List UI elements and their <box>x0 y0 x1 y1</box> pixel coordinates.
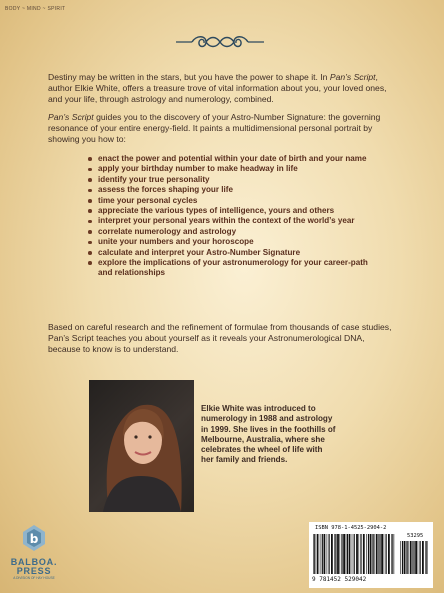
bullet-icon <box>88 230 92 234</box>
flourish-ornament-icon <box>172 32 268 52</box>
list-item: assess the forces shaping your life <box>88 185 378 195</box>
bullet-icon <box>88 178 92 182</box>
list-item: correlate numerology and astrology <box>88 227 378 237</box>
barcode-addon <box>400 541 428 574</box>
list-item: time your personal cycles <box>88 196 378 206</box>
publisher-logo <box>9 523 59 589</box>
barcode-digits: 9 781452 529042 <box>312 576 367 583</box>
category-header: BODY ~ MIND ~ SPIRIT <box>5 6 66 12</box>
price-code: 53295 <box>407 533 424 539</box>
list-item: identify your true personality <box>88 175 378 185</box>
list-item: appreciate the various types of intelligence, yours and others <box>88 206 378 216</box>
bullet-icon <box>88 168 92 172</box>
publisher-name-line2: PRESS <box>16 566 52 576</box>
author-photo <box>89 380 194 512</box>
list-item: unite your numbers and your horoscope <box>88 237 378 247</box>
list-item: explore the implications of your astronumerology for your career-path and relationships <box>88 258 378 279</box>
bullet-icon <box>88 189 92 193</box>
bullet-icon <box>88 261 92 265</box>
list-item: calculate and interpret your Astro-Number Signature <box>88 248 378 258</box>
author-bio: Elkie White was introduced to numerology in 1988 and astrology in 1999. She lives in the foothills of Melbourne, Australia, where she celebrates the wheel of life with her family and friends. <box>201 404 336 465</box>
bullet-icon <box>88 157 92 161</box>
bullet-icon <box>88 251 92 255</box>
bullet-icon <box>88 209 92 213</box>
list-item: apply your birthday number to make headway in life <box>88 164 378 174</box>
isbn-text: ISBN 978-1-4525-2904-2 <box>315 525 387 531</box>
bullet-icon <box>88 199 92 203</box>
list-item: interpret your personal years within the context of the world’s year <box>88 216 378 226</box>
lotus-icon <box>19 523 49 553</box>
bullet-icon <box>88 220 92 224</box>
guide-paragraph: Pan’s Script guides you to the discovery of your Astro-Number Signature: the governing resonance of your entire energy-field. It paints a multidimensional personal portrait by showing you how to: <box>48 112 381 145</box>
svg-text:b: b <box>29 532 39 546</box>
isbn-barcode <box>309 522 433 588</box>
publisher-name: BALBOA. <box>10 557 58 567</box>
bullet-icon <box>88 241 92 245</box>
list-item: enact the power and potential within your date of birth and your name <box>88 154 378 164</box>
publisher-tagline: A DIVISION OF HAY HOUSE <box>13 576 55 580</box>
intro-paragraph: Destiny may be written in the stars, but you have the power to shape it. In Pan’s Script, author Elkie White, offers a treasure trove of vital information about you, your loved ones, and your life, through astrology and numerology, combined. <box>48 72 387 105</box>
benefits-list <box>88 154 378 279</box>
closing-paragraph: Based on careful research and the refinement of formulae from thousands of case studies, Pan’s Script teaches you about yourself as it reveals your Astronumerological DNA, because to know is to understand. <box>48 322 392 355</box>
barcode-main <box>313 534 395 574</box>
